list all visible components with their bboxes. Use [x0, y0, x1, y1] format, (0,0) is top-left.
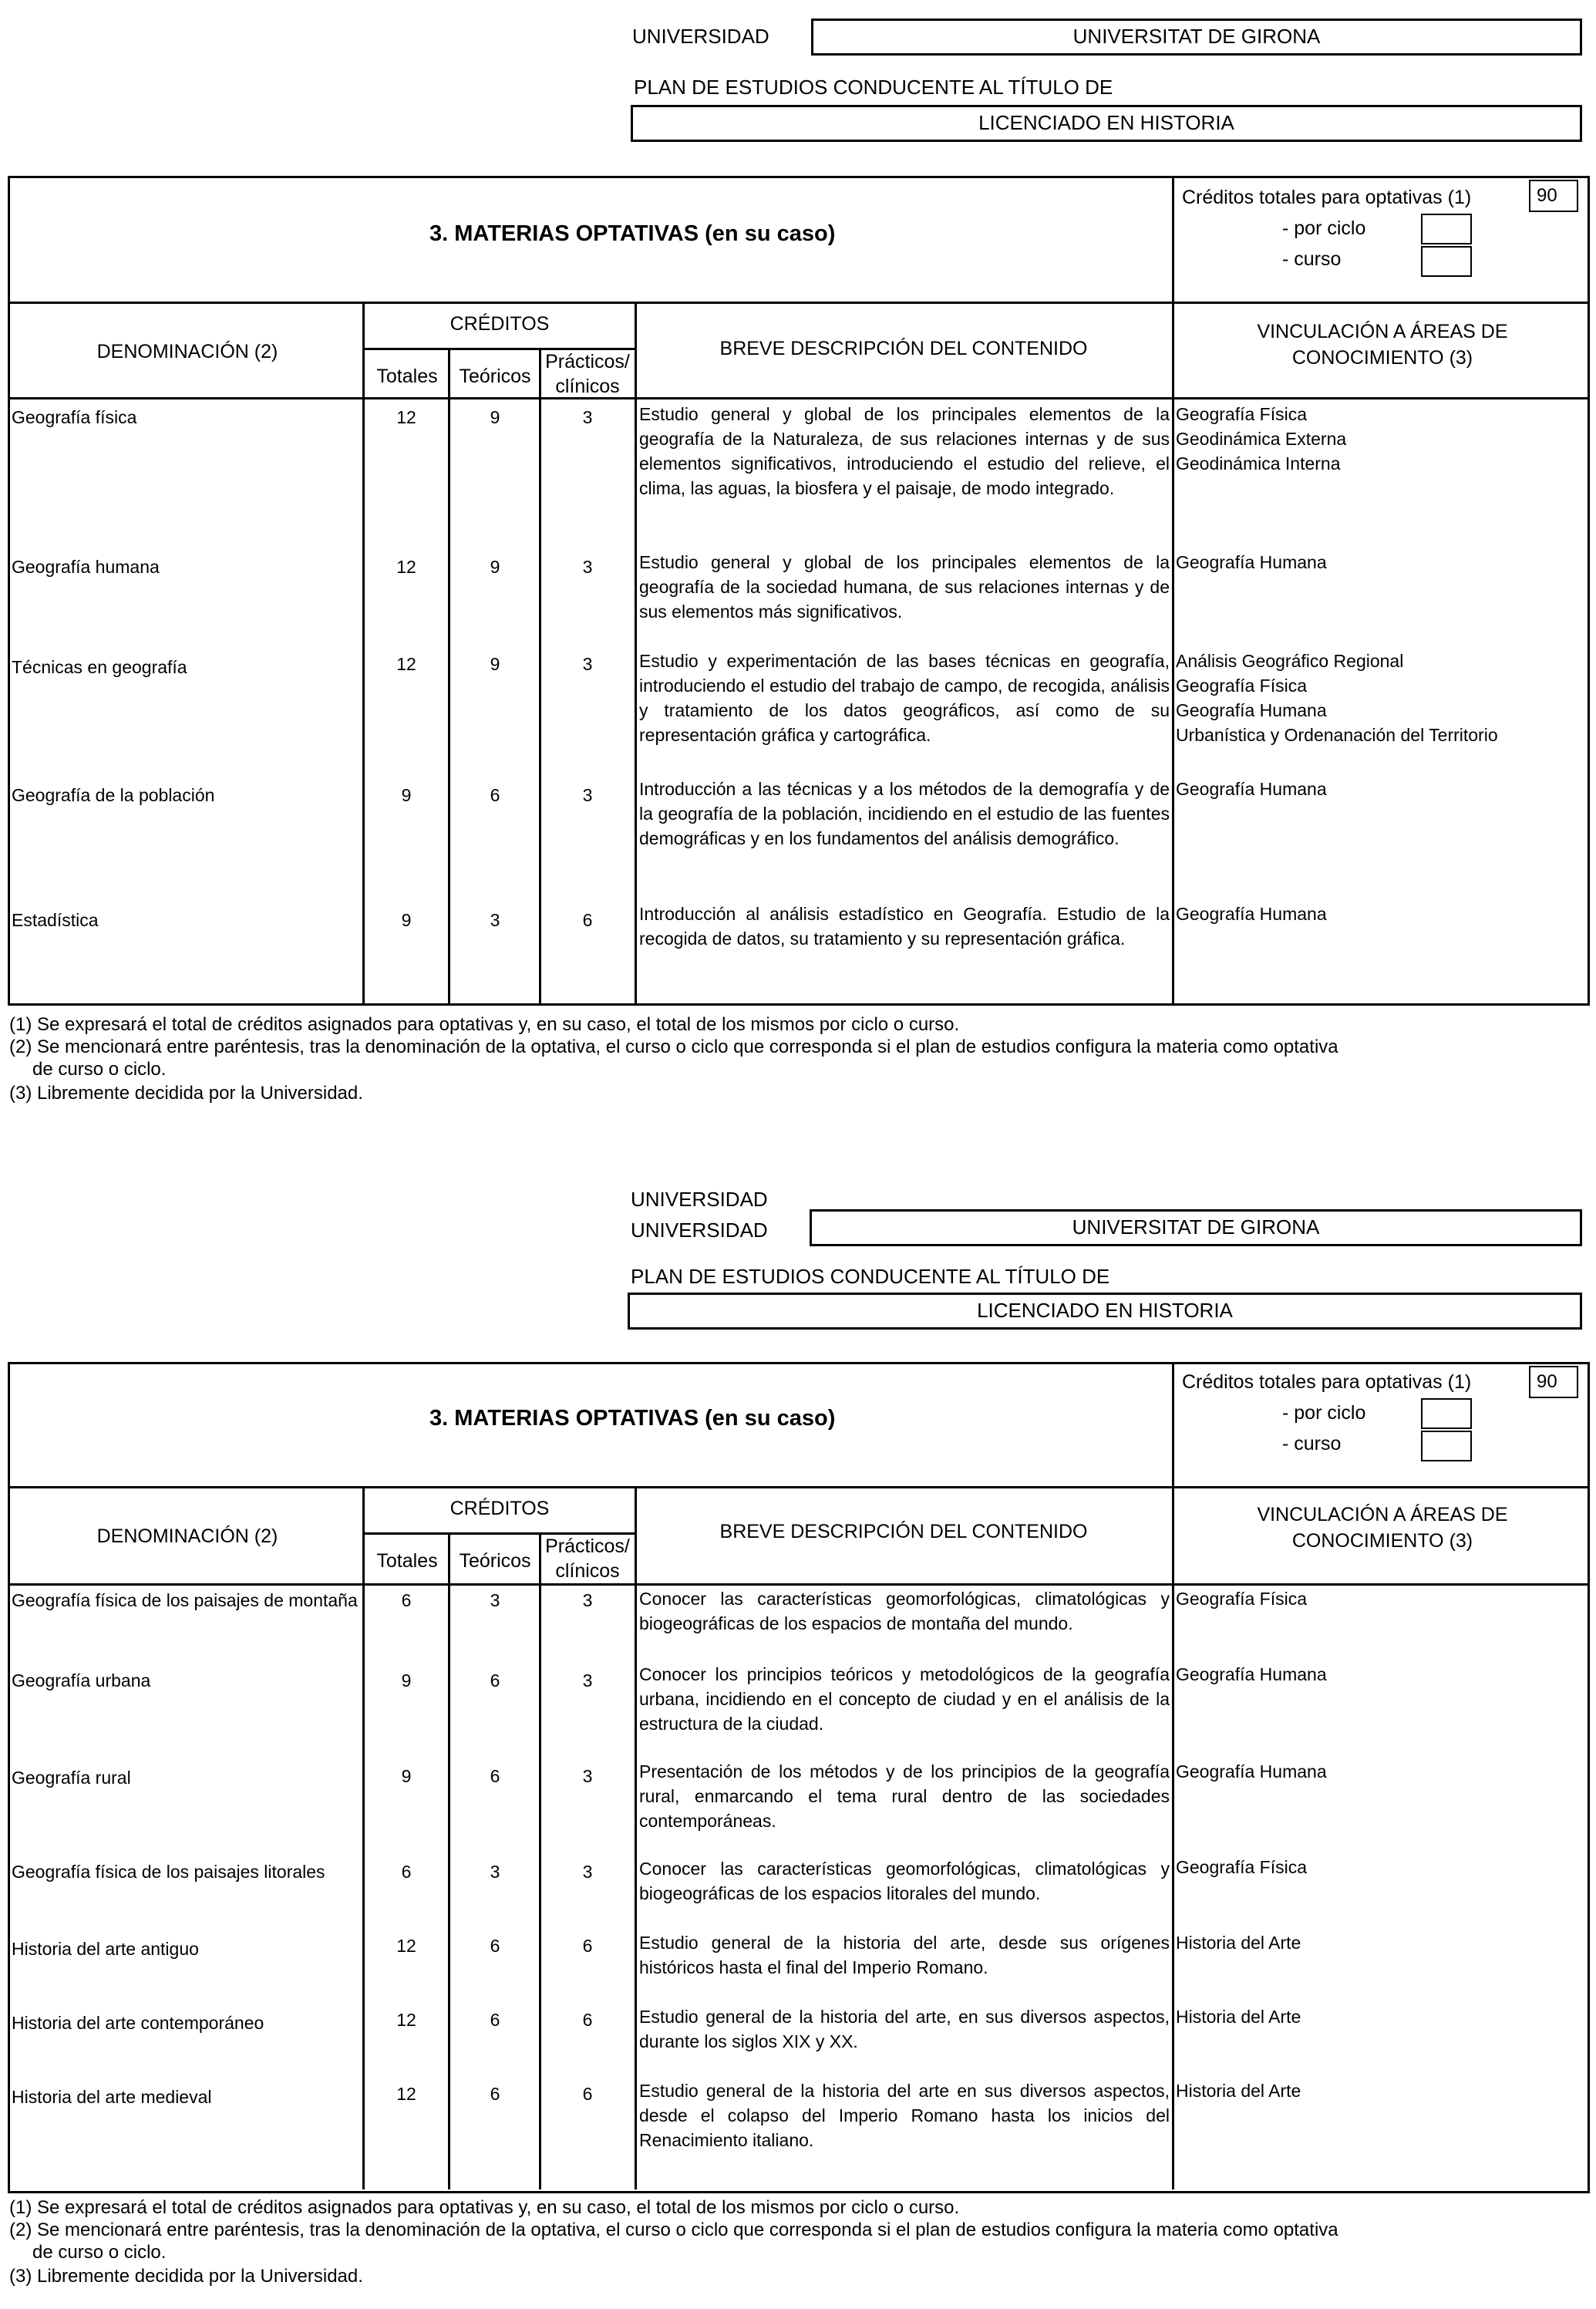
row-area: Geografía Humana — [1176, 1761, 1327, 1781]
creditos-totales-value: 90 — [1529, 180, 1578, 212]
curso-box — [1421, 246, 1472, 277]
row-practicos: 3 — [582, 407, 593, 427]
creditos-totales-label: Créditos totales para optativas (1) — [1182, 1371, 1472, 1393]
titulo-value: LICENCIADO EN HISTORIA — [631, 105, 1582, 142]
por-ciclo-box — [1421, 1398, 1472, 1429]
row-area: Geografía Física — [1176, 676, 1308, 696]
row-totales: 6 — [401, 1590, 412, 1610]
divider — [635, 1486, 637, 2189]
row-name: Geografía física de los paisajes de montaña — [12, 1590, 358, 1610]
row-teoricos: 6 — [490, 2010, 500, 2030]
row-practicos: 6 — [582, 1936, 593, 1956]
col-creditos: CRÉDITOS — [450, 313, 550, 335]
row-name: Historia del arte antiguo — [12, 1939, 199, 1959]
row-name: Técnicas en geografía — [12, 657, 187, 677]
row-totales: 9 — [401, 785, 412, 805]
row-area: Geografía Humana — [1176, 1664, 1327, 1684]
divider — [10, 397, 1588, 399]
divider — [1172, 1486, 1174, 2189]
row-area: Geografía Humana — [1176, 700, 1327, 720]
divider — [10, 1486, 1588, 1488]
row-practicos: 3 — [582, 1862, 593, 1882]
row-description: Conocer las características geomorfológicas, climatológicas y biogeográficas de los espacios de montaña del mundo. — [639, 1589, 1170, 1633]
footnote: (1) Se expresará el total de créditos asignados para optativas y, en su caso, el total de los mismos por ciclo o curso. — [9, 2197, 960, 2218]
divider — [448, 1532, 450, 2189]
curso-label: - curso — [1282, 1433, 1342, 1455]
row-description: Introducción al análisis estadístico en Geografía. Estudio de la recogida de datos, su tratamiento y su representación gráfica. — [639, 904, 1170, 949]
row-practicos: 6 — [582, 2010, 593, 2030]
row-totales: 12 — [396, 1936, 416, 1956]
row-description: Conocer las características geomorfológicas, climatológicas y biogeográficas de los espacios litorales del mundo. — [639, 1859, 1170, 1903]
footnote: de curso o ciclo. — [32, 2242, 167, 2263]
row-totales: 12 — [396, 2084, 416, 2104]
footnote: (2) Se mencionará entre paréntesis, tras la denominación de la optativa, el curso o ciclo que corresponda si el plan de estudios configura la materia como optativa — [9, 1037, 1338, 1057]
row-name: Geografía humana — [12, 557, 160, 577]
row-practicos: 3 — [582, 557, 593, 577]
row-teoricos: 3 — [490, 1862, 500, 1882]
por-ciclo-label: - por ciclo — [1282, 1402, 1366, 1424]
col-denominacion: DENOMINACIÓN (2) — [96, 341, 278, 362]
titulo-value: LICENCIADO EN HISTORIA — [628, 1293, 1582, 1330]
col-descripcion: BREVE DESCRIPCIÓN DEL CONTENIDO — [719, 1521, 1088, 1542]
row-totales: 12 — [396, 2010, 416, 2030]
plan-label: PLAN DE ESTUDIOS CONDUCENTE AL TÍTULO DE — [631, 1265, 1110, 1288]
row-practicos: 6 — [582, 2084, 593, 2104]
col-vinculacion: VINCULACIÓN A ÁREAS DE CONOCIMIENTO (3) — [1257, 1504, 1508, 1552]
row-area: Geografía Física — [1176, 1857, 1308, 1877]
row-teoricos: 6 — [490, 1766, 500, 1786]
row-teoricos: 6 — [490, 1936, 500, 1956]
row-description: Estudio general de la historia del arte, en sus diversos aspectos, durante los siglos XIX y XX. — [639, 2007, 1170, 2051]
row-description: Estudio general y global de los principales elementos de la geografía de la Naturaleza, de sus relaciones internas y de sus elementos significativos, introduciendo el estudio del relieve, el clima, las aguas, la biosfera y el paisaje, de modo integrado. — [639, 404, 1170, 498]
row-area: Urbanística y Ordenanación del Territorio — [1176, 725, 1498, 745]
footnote: (1) Se expresará el total de créditos asignados para optativas y, en su caso, el total de los mismos por ciclo o curso. — [9, 1014, 960, 1035]
row-totales: 9 — [401, 1766, 412, 1786]
divider — [448, 348, 450, 1006]
por-ciclo-label: - por ciclo — [1282, 217, 1366, 239]
row-name: Estadística — [12, 910, 99, 930]
row-description: Estudio general de la historia del arte, desde sus orígenes históricos hasta el final del Imperio Romano. — [639, 1933, 1170, 1977]
row-area: Geografía Humana — [1176, 552, 1327, 572]
divider — [10, 302, 1588, 304]
row-practicos: 3 — [582, 1590, 593, 1610]
row-teoricos: 3 — [490, 1590, 500, 1610]
row-area: Geodinámica Interna — [1176, 453, 1341, 474]
row-totales: 12 — [396, 557, 416, 577]
section-title: 3. MATERIAS OPTATIVAS (en su caso) — [429, 221, 836, 246]
row-area: Historia del Arte — [1176, 1933, 1301, 1953]
row-description: Presentación de los métodos y de los principios de la geografía rural, enmarcando el tema rural dentro de las sociedades contemporáneas. — [639, 1761, 1170, 1831]
row-description: Estudio general y global de los principales elementos de la geografía de la sociedad humana, de sus relaciones internas y de sus elementos más significativos. — [639, 552, 1170, 622]
divider — [1172, 178, 1174, 302]
row-practicos: 3 — [582, 1670, 593, 1690]
row-name: Historia del arte medieval — [12, 2087, 212, 2107]
universidad-label: UNIVERSIDAD — [631, 1219, 768, 1242]
creditos-totales-label: Créditos totales para optativas (1) — [1182, 187, 1472, 208]
curso-label: - curso — [1282, 248, 1342, 270]
row-teoricos: 6 — [490, 785, 500, 805]
col-totales: Totales — [376, 1550, 438, 1572]
divider — [10, 1583, 1588, 1586]
col-practicos: Prácticos/ clínicos — [545, 351, 630, 397]
row-area: Análisis Geográfico Regional — [1176, 651, 1404, 671]
universidad-label: UNIVERSIDAD — [631, 1188, 768, 1211]
row-area: Geografía Física — [1176, 404, 1308, 424]
row-totales: 12 — [396, 407, 416, 427]
row-description: Introducción a las técnicas y a los métodos de la demografía y de la geografía de la población, incidiendo en el estudio de las fuentes demográficas y en los fundamentos del análisis demográfico. — [639, 779, 1170, 848]
col-denominacion: DENOMINACIÓN (2) — [96, 1525, 278, 1547]
row-name: Geografía de la población — [12, 785, 215, 805]
footnote: (3) Libremente decidida por la Universidad. — [9, 1083, 363, 1104]
row-totales: 12 — [396, 654, 416, 674]
divider — [1172, 302, 1174, 1006]
divider — [539, 1532, 541, 2189]
divider — [539, 348, 541, 1006]
row-name: Historia del arte contemporáneo — [12, 2013, 264, 2033]
row-description: Conocer los principios teóricos y metodológicos de la geografía urbana, incidiendo en el concepto de ciudad y en el análisis de la estructura de la ciudad. — [639, 1664, 1170, 1734]
row-teoricos: 6 — [490, 1670, 500, 1690]
col-totales: Totales — [376, 366, 438, 387]
row-teoricos: 9 — [490, 407, 500, 427]
row-area: Geografía Física — [1176, 1589, 1308, 1609]
plan-label: PLAN DE ESTUDIOS CONDUCENTE AL TÍTULO DE — [634, 76, 1113, 99]
por-ciclo-box — [1421, 214, 1472, 244]
section-title: 3. MATERIAS OPTATIVAS (en su caso) — [429, 1406, 836, 1431]
row-practicos: 3 — [582, 654, 593, 674]
creditos-totales-value: 90 — [1529, 1366, 1578, 1398]
divider — [1172, 1364, 1174, 1486]
curso-box — [1421, 1431, 1472, 1461]
row-name: Geografía rural — [12, 1768, 131, 1788]
row-name: Geografía urbana — [12, 1670, 151, 1690]
row-area: Geodinámica Externa — [1176, 429, 1347, 449]
row-teoricos: 9 — [490, 654, 500, 674]
page-2-content — [0, 1188, 1596, 2309]
row-area: Geografía Humana — [1176, 904, 1327, 924]
row-teoricos: 3 — [490, 910, 500, 930]
row-teoricos: 6 — [490, 2084, 500, 2104]
optativas-table — [8, 1362, 1590, 2193]
row-practicos: 3 — [582, 785, 593, 805]
universidad-value: UNIVERSITAT DE GIRONA — [810, 1209, 1582, 1246]
row-description: Estudio general de la historia del arte en sus diversos aspectos, desde el colapso del Imperio Romano hasta los inicios del Renacimiento italiano. — [639, 2081, 1170, 2150]
row-teoricos: 9 — [490, 557, 500, 577]
col-creditos: CRÉDITOS — [450, 1498, 550, 1519]
row-totales: 6 — [401, 1862, 412, 1882]
universidad-label: UNIVERSIDAD — [632, 25, 769, 48]
col-practicos: Prácticos/ clínicos — [545, 1535, 630, 1582]
footnote: (2) Se mencionará entre paréntesis, tras la denominación de la optativa, el curso o ciclo que corresponda si el plan de estudios configura la materia como optativa — [9, 2220, 1338, 2240]
row-practicos: 6 — [582, 910, 593, 930]
row-area: Historia del Arte — [1176, 2007, 1301, 2027]
col-vinculacion: VINCULACIÓN A ÁREAS DE CONOCIMIENTO (3) — [1257, 321, 1508, 369]
row-name: Geografía física de los paisajes litorales — [12, 1862, 325, 1882]
col-teoricos: Teóricos — [459, 1550, 531, 1572]
divider — [635, 302, 637, 1006]
row-totales: 9 — [401, 910, 412, 930]
col-descripcion: BREVE DESCRIPCIÓN DEL CONTENIDO — [719, 338, 1088, 359]
row-area: Geografía Humana — [1176, 779, 1327, 799]
row-totales: 9 — [401, 1670, 412, 1690]
col-teoricos: Teóricos — [459, 366, 531, 387]
row-practicos: 3 — [582, 1766, 593, 1786]
footnote: (3) Libremente decidida por la Universidad. — [9, 2266, 363, 2287]
row-name: Geografía física — [12, 407, 137, 427]
optativas-table — [8, 176, 1590, 1006]
row-description: Estudio y experimentación de las bases técnicas en geografía, introduciendo el estudio del trabajo de campo, de recogida, análisis y tratamiento de los datos geográficos, así como de su representación gráfica y cartográfica. — [639, 651, 1170, 745]
universidad-value: UNIVERSITAT DE GIRONA — [811, 19, 1582, 56]
footnote: de curso o ciclo. — [32, 1059, 167, 1080]
row-area: Historia del Arte — [1176, 2081, 1301, 2101]
